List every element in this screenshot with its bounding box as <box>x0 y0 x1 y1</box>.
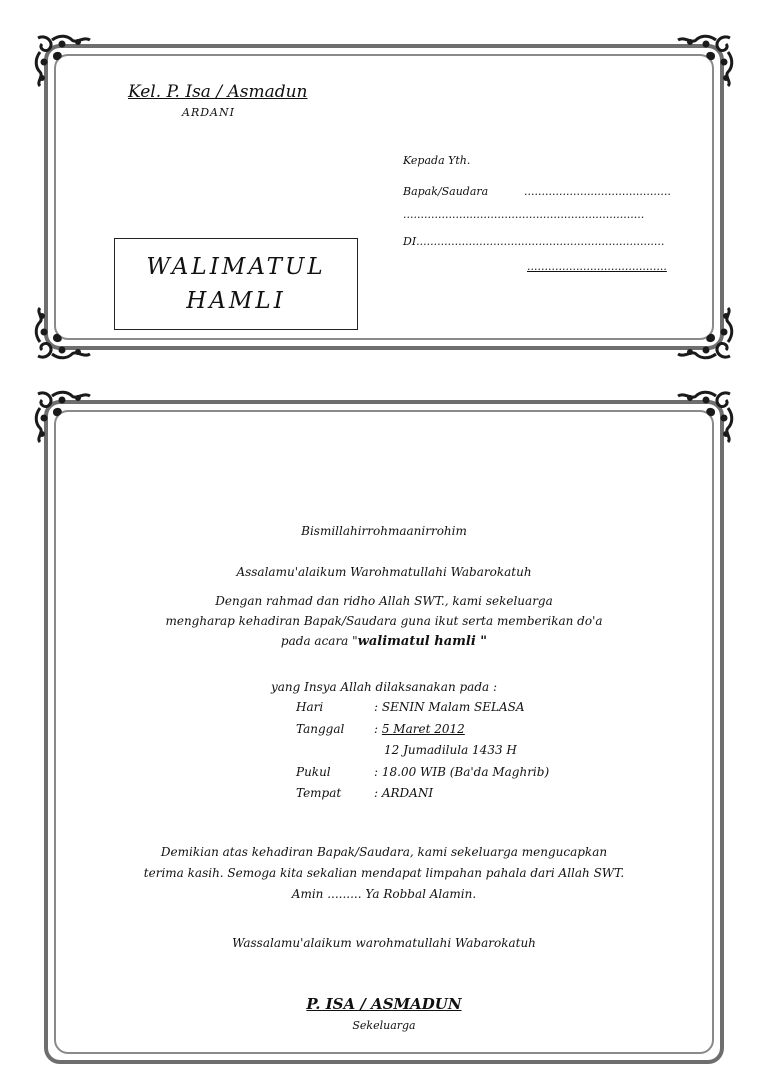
schedule-intro: yang Insya Allah dilaksanakan pada : <box>270 680 498 694</box>
date-label: Tanggal <box>296 722 345 736</box>
date-value-wrap <box>374 721 465 737</box>
envelope-card <box>36 36 732 358</box>
sender-family: Kel. P. Isa / Asmadun <box>128 82 308 102</box>
opening-salam: Assalamu'alaikum Warohmatullahi Wabarokatuh <box>236 565 532 579</box>
recipient-name-blank-2: ..................................................................... <box>403 208 645 221</box>
recipient-label: Bapak/Saudara <box>403 185 489 198</box>
sender-location: ARDANI <box>182 106 235 119</box>
invitation-card <box>36 392 732 1072</box>
corner-ornament-icon <box>672 32 736 88</box>
corner-ornament-icon <box>32 388 96 444</box>
time-value: : 18.00 WIB (Ba'da Maghrib) <box>374 765 550 779</box>
recipient-greeting: Kepada Yth. <box>403 154 471 167</box>
corner-ornament-icon <box>672 388 736 444</box>
event-title-box <box>114 238 358 330</box>
recipient-name-blank: .......................................... <box>524 185 671 198</box>
place-label: Tempat <box>296 786 342 800</box>
hijri-date: 12 Jumadilula 1433 H <box>384 743 517 757</box>
closing-line: terima kasih. Semoga kita sekalian mendapat limpahan pahala dari Allah SWT. <box>143 866 625 880</box>
event-title-line-2: HAMLI <box>186 288 286 314</box>
day-value: : SENIN Malam SELASA <box>374 700 525 714</box>
recipient-address-blank: DI....................................................................... <box>403 235 665 248</box>
place-value: : ARDANI <box>374 786 434 800</box>
closing-salam: Wassalamu'alaikum warohmatullahi Wabarokatuh <box>232 936 536 950</box>
corner-ornament-icon <box>32 32 96 88</box>
closing-paragraph <box>36 842 732 905</box>
invitation-paragraph <box>36 591 732 651</box>
paragraph-line: mengharap kehadiran Bapak/Saudara guna ikut serta memberikan do'a <box>165 614 603 628</box>
event-title-line-1: WALIMATUL <box>146 254 326 280</box>
recipient-address-blank-2: ........................................ <box>527 260 667 273</box>
closing-line: Amin ......... Ya Robbal Alamin. <box>291 887 477 901</box>
closing-line: Demikian atas kehadiran Bapak/Saudara, kami sekeluarga mengucapkan <box>160 845 608 859</box>
time-label: Pukul <box>296 765 331 779</box>
date-prefix: : <box>374 722 382 736</box>
date-value: 5 Maret 2012 <box>381 722 465 736</box>
paragraph-line: Dengan rahmad dan ridho Allah SWT., kami sekeluarga <box>215 594 553 608</box>
event-prefix: pada acara " <box>280 634 358 648</box>
corner-ornament-icon <box>32 306 96 362</box>
signer-name: P. ISA / ASMADUN <box>306 995 462 1013</box>
recipient-line <box>403 185 671 198</box>
event-name: walimatul hamli " <box>357 634 488 649</box>
signer-sub: Sekeluarga <box>352 1019 416 1032</box>
corner-ornament-icon <box>672 306 736 362</box>
bismillah: Bismillahirrohmaanirrohim <box>301 524 467 538</box>
day-label: Hari <box>296 700 324 714</box>
paragraph-line <box>36 631 732 651</box>
